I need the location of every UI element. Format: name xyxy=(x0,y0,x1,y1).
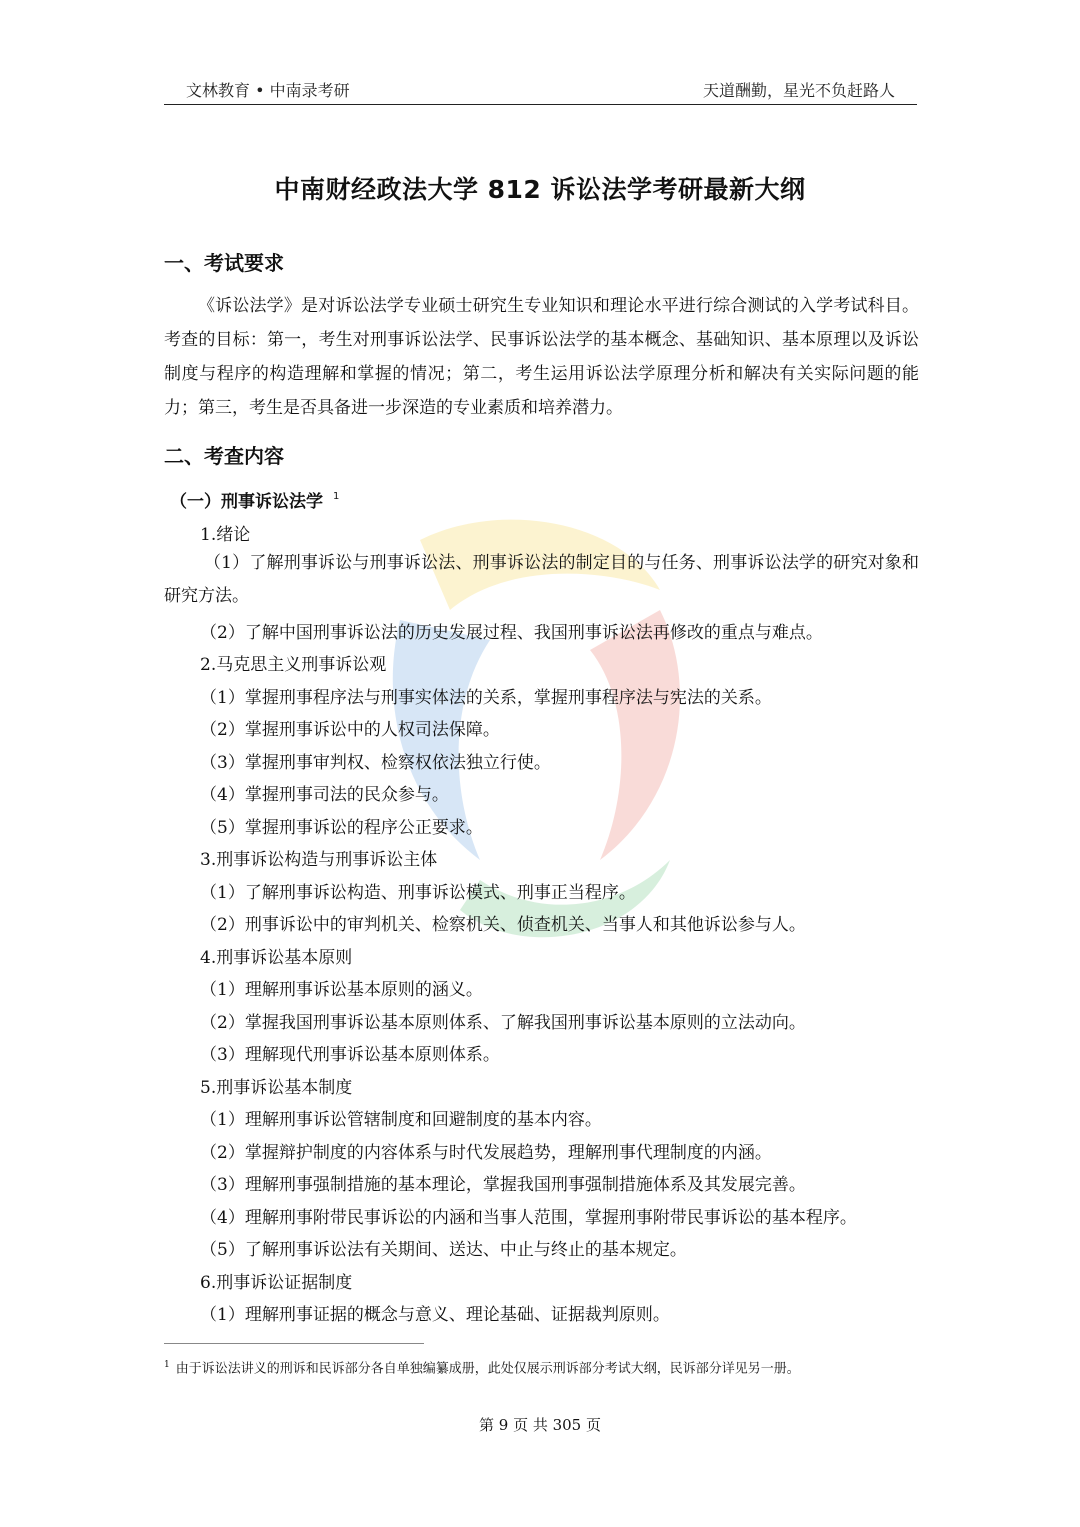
footnote xyxy=(164,1355,924,1379)
requirements-paragraph: 《诉讼法学》是对诉讼法学专业硕士研究生专业知识和理论水平进行综合测试的入学考试科目。考查的目标：第一，考生对刑事诉讼法学、民事诉讼法学的基本概念、基础知识、基本原理以及诉讼制度与程序的构造理解和掌握的情况；第二，考生运用诉讼法学原理分析和解决有关实际问题的能力；第三，考生是否具备进一步深造的专业素质和培养潜力。 xyxy=(164,296,919,418)
outline-line: （1）掌握刑事程序法与刑事实体法的关系，掌握刑事程序法与宪法的关系。 xyxy=(200,688,772,708)
outline-line: （1）理解刑事诉讼基本原则的涵义。 xyxy=(200,980,483,1000)
outline-line: （2）刑事诉讼中的审判机关、检察机关、侦查机关、当事人和其他诉讼参与人。 xyxy=(200,915,806,935)
outline-line: （3）理解现代刑事诉讼基本原则体系。 xyxy=(200,1045,500,1065)
section-heading-requirements: 一、考试要求 xyxy=(164,251,284,275)
outline-line: （5）掌握刑事诉讼的程序公正要求。 xyxy=(200,818,483,838)
outline-line: （2）掌握辩护制度的内容体系与时代发展趋势，理解刑事代理制度的内涵。 xyxy=(200,1143,772,1163)
page-header xyxy=(164,74,917,105)
outline-line: （5）了解刑事诉讼法有关期间、送达、中止与终止的基本规定。 xyxy=(200,1240,687,1260)
footnote-mark: 1 xyxy=(164,1360,170,1370)
subsection-heading-text: （一）刑事诉讼法学 xyxy=(170,492,323,512)
footnote-reference: 1 xyxy=(333,491,340,502)
outline-line: （4）掌握刑事司法的民众参与。 xyxy=(200,785,449,805)
document-title: 中南财经政法大学 812 诉讼法学考研最新大纲 xyxy=(274,175,806,204)
outline-line: （3）掌握刑事审判权、检察权依法独立行使。 xyxy=(200,753,551,773)
outline-line: （2）了解中国刑事诉讼法的历史发展过程、我国刑事诉讼法再修改的重点与难点。 xyxy=(200,623,823,643)
outline-line: 4.刑事诉讼基本原则 xyxy=(200,948,353,968)
outline-line: （1）理解刑事证据的概念与意义、理论基础、证据裁判原则。 xyxy=(200,1305,670,1325)
subsection-heading xyxy=(170,487,339,512)
outline-line: （1）了解刑事诉讼与刑事诉讼法、刑事诉讼法的制定目的与任务、刑事诉讼法学的研究对象和研究方法。 xyxy=(164,553,919,606)
footnote-text: 由于诉讼法讲义的刑诉和民诉部分各自单独编纂成册，此处仅展示刑诉部分考试大纲，民诉部分详见另一册。 xyxy=(175,1361,800,1377)
outline-line: （4）理解刑事附带民事诉讼的内涵和当事人范围，掌握刑事附带民事诉讼的基本程序。 xyxy=(200,1208,857,1228)
footnote-divider xyxy=(164,1343,424,1344)
outline-line: （3）理解刑事强制措施的基本理论，掌握我国刑事强制措施体系及其发展完善。 xyxy=(200,1175,806,1195)
outline-line: （1）理解刑事诉讼管辖制度和回避制度的基本内容。 xyxy=(200,1110,602,1130)
outline-line: （2）掌握刑事诉讼中的人权司法保障。 xyxy=(200,720,500,740)
page-number: 第 9 页 共 305 页 xyxy=(478,1416,601,1434)
outline-line: 6.刑事诉讼证据制度 xyxy=(200,1273,353,1293)
header-right-text: 天道酬勤，星光不负赶路人 xyxy=(702,81,895,100)
outline-line: （2）掌握我国刑事诉讼基本原则体系、了解我国刑事诉讼基本原则的立法动向。 xyxy=(200,1013,806,1033)
outline-line: 2.马克思主义刑事诉讼观 xyxy=(200,655,387,675)
outline-line: 3.刑事诉讼构造与刑事诉讼主体 xyxy=(200,850,438,870)
outline-line: 5.刑事诉讼基本制度 xyxy=(200,1078,353,1098)
section-heading-content: 二、考查内容 xyxy=(164,444,284,468)
outline-line: （1）了解刑事诉讼构造、刑事诉讼模式、刑事正当程序。 xyxy=(200,883,636,903)
outline-line: 1.绪论 xyxy=(200,525,251,545)
header-left-text: 文林教育 • 中南录考研 xyxy=(186,81,350,100)
